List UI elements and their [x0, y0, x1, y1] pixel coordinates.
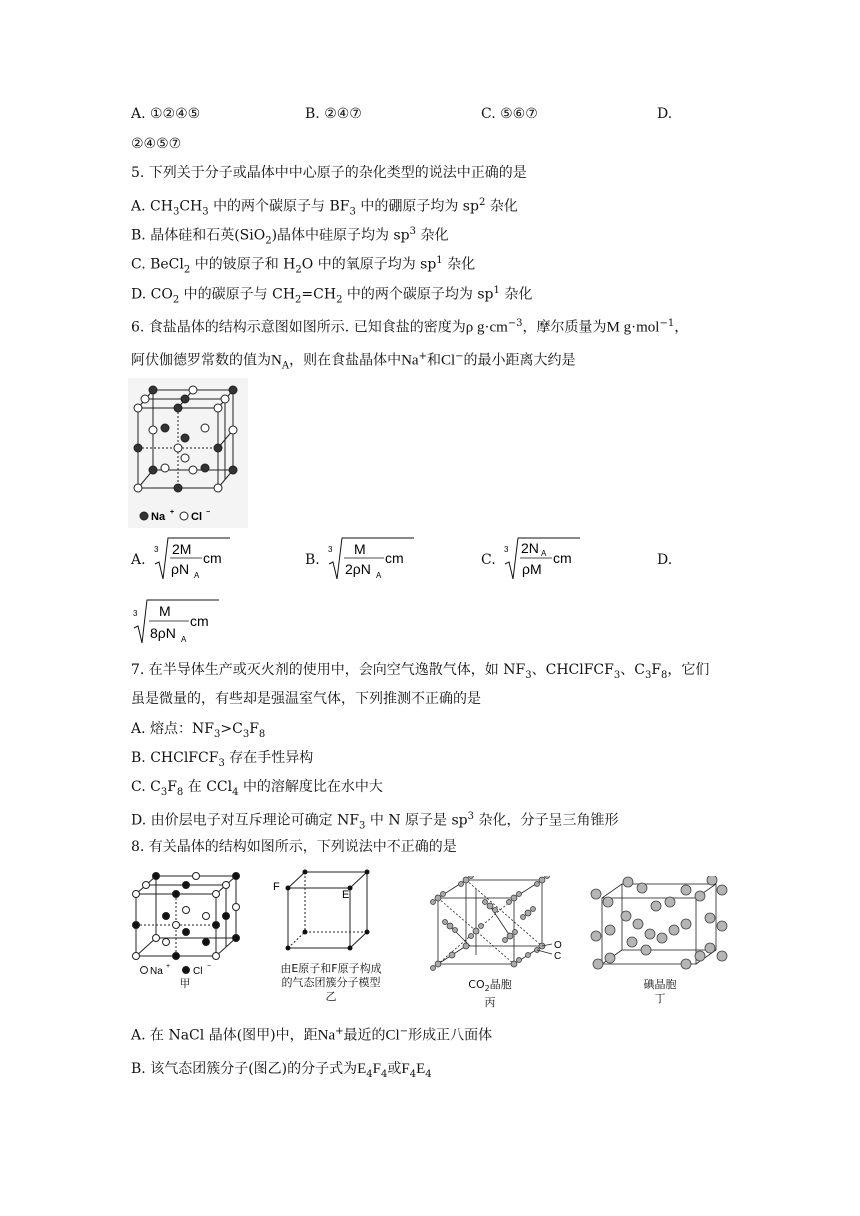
q6-option-d-formula [131, 596, 221, 648]
q7-option-b: B. CHClFCF$_3$ 存在手性异构 [131, 750, 314, 769]
q6-option-d-numerator: M [159, 603, 171, 619]
q6-option-c-sub: A [541, 549, 547, 558]
q8-fig-ding-iodine-cell [590, 876, 730, 972]
q8-fig-jia-legend-cl-sup: − [207, 963, 212, 970]
q6-root-index-a: 3 [154, 545, 159, 554]
q8-fig-yi-label-e: E [342, 889, 350, 901]
q4-option-d-content: ②④⑤⑦ [131, 136, 182, 152]
q5-option-b: B. 晶体硅和石英(SiO$_2$)晶体中硅原子均为 $sp^3$ 杂化 [131, 226, 449, 247]
q6-option-b-sub: A [376, 571, 382, 580]
q4-option-c: C. ⑤⑥⑦ [481, 106, 538, 122]
q6-option-b-denominator: 2ρN [345, 561, 371, 577]
q6-legend-cl: Cl [191, 511, 202, 523]
q6-root-index-d: 3 [133, 609, 138, 618]
q8-fig-jia-nacl [130, 872, 245, 976]
q7-stem-line2: 虽是微量的，有些却是强温室气体，下列推测不正确的是 [131, 691, 481, 707]
q6-option-a-numerator: 2M [172, 541, 192, 557]
q7-option-c: C. $C_3F_8$ 在 CCl$_4$ 中的溶解度比在水中大 [131, 779, 383, 798]
q6-legend-cl-sup: − [206, 509, 211, 516]
q4-option-d: D. [657, 106, 673, 122]
q6-legend-na: Na [151, 511, 166, 523]
q6-option-c-numerator: 2N [521, 540, 539, 556]
q7-stem-line1: 7. 在半导体生产或灭火剂的使用中，会向空气逸散气体，如 $NF_3$、CHClFCF$_3$、$C_3F_8$，它们 [131, 662, 710, 681]
q6-stem-line1: 6. 食盐晶体的结构示意图如图所示. 已知食盐的密度为ρ $g\cdot cm^{-3}$，摩尔质量为M g·mol$^{-1}$， [131, 318, 689, 336]
q8-fig-yi-caption: 由E原子和F原子构成 的气态团簇分子模型 乙 [280, 962, 382, 1003]
q8-fig-jia-label: 甲 [179, 977, 191, 990]
q8-fig-jia-legend-na: Na [150, 966, 163, 976]
q6-option-b-numerator: M [354, 541, 366, 557]
q8-fig-yi-cluster [270, 868, 390, 958]
q5-option-d: D. $CO_2$ 中的碳原子与 $CH_2=CH_2$ 中的两个碳原子均为 $sp^1$ 杂化 [131, 285, 533, 306]
q6-option-a-unit: cm [203, 550, 222, 566]
q6-legend-na-sup: + [170, 509, 175, 516]
q6-option-b-label: B. [305, 552, 320, 568]
q6-option-d-sub: A [181, 635, 187, 644]
q6-option-d-label: D. [657, 552, 673, 568]
q7-option-a: A. 熔点：$NF_3>C_3F_8$ [131, 721, 266, 740]
q8-fig-ding-caption: 碘晶胞 丁 [643, 978, 677, 1005]
q6-option-c-label: C. [481, 552, 496, 568]
q8-fig-bing-co2-cell [430, 876, 570, 972]
q6-option-d-denominator: 8ρN [150, 625, 176, 641]
q6-stem-line2: 阿伏伽德罗常数的值为$N_A$，则在食盐晶体中Na+和Cl−的最小距离大约是 [131, 351, 576, 372]
q7-option-d: D. 由价层电子对互斥理论可确定 $NF_3$ 中 N 原子是 $sp^3$ 杂化，分子呈三角锥形 [131, 811, 619, 832]
q8-stem: 8. 有关晶体的结构如图所示，下列说法中不正确的是 [131, 839, 457, 855]
q6-option-c-unit: cm [553, 550, 572, 566]
q5-stem: 5. 下列关于分子或晶体中中心原子的杂化类型的说法中正确的是 [131, 165, 527, 181]
q6-option-a-label: A. [131, 552, 146, 568]
q8-option-b: B. 该气态团簇分子(图乙)的分子式为$E_4F_4$或$F_4E_4$ [131, 1061, 432, 1080]
q6-option-b-unit: cm [385, 550, 404, 566]
q6-root-index-c: 3 [504, 545, 509, 554]
q6-option-a-denominator: ρN [171, 561, 190, 577]
q8-fig-jia-legend-na-sup: + [166, 963, 171, 970]
q5-option-c: C. BeCl$_2$ 中的铍原子和 $H_2O$ 中的氧原子均为 $sp^1$ 杂化 [131, 255, 476, 276]
q8-fig-jia-legend-cl: Cl [193, 966, 203, 976]
q6-option-d-unit: cm [190, 613, 209, 629]
q8-option-a: A. 在 NaCl 晶体(图甲)中，距Na+最近的Cl−形成正八面体 [131, 1026, 493, 1044]
q6-option-a-sub: A [194, 571, 200, 580]
q8-fig-bing-label-o: O [554, 940, 562, 951]
q6-root-index-b: 3 [328, 545, 333, 554]
q8-fig-bing-caption: $CO_2$晶胞 丙 [468, 978, 512, 1010]
q8-fig-yi-label-f: F [273, 881, 280, 893]
q6-option-b-formula [326, 534, 416, 584]
q8-fig-bing-label-c: C [554, 951, 562, 962]
q4-option-a: A. ①②④⑤ [131, 106, 201, 122]
q6-option-a-formula [152, 534, 232, 584]
q6-option-c-denominator: ρM [522, 561, 542, 577]
q6-nacl-crystal-figure [128, 378, 248, 528]
q4-option-b: B. ②④⑦ [305, 106, 362, 122]
q5-option-a: A. $CH_3CH_3$ 中的两个碳原子与 $BF_3$ 中的硼原子均为 $sp^2$ 杂化 [131, 197, 518, 218]
q6-option-c-formula [502, 534, 582, 584]
